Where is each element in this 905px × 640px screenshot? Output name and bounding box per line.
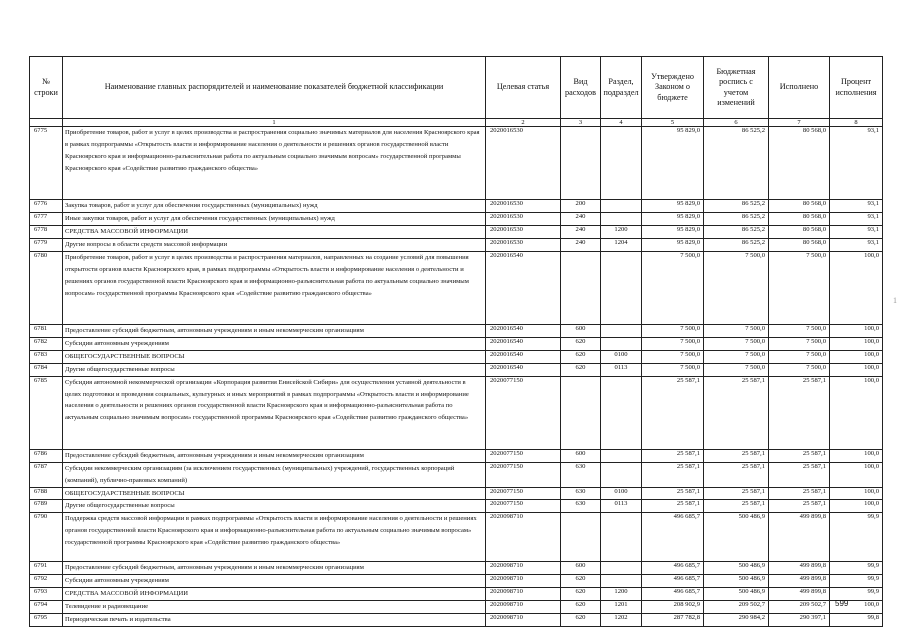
row-executed-cell: 499 899,8 — [769, 562, 830, 575]
row-percent-cell: 93,1 — [830, 226, 883, 239]
row-budget-cell: 500 486,9 — [704, 562, 769, 575]
table-row — [30, 251, 883, 324]
row-budget-cell: 7 500,0 — [704, 350, 769, 363]
header-approved: Утверждено Законом о бюджете — [642, 57, 704, 119]
row-section-cell: 1204 — [601, 238, 642, 251]
row-number-cell: 6775 — [30, 127, 63, 200]
table-header — [30, 57, 883, 127]
row-budget-cell: 7 500,0 — [704, 337, 769, 350]
row-name-cell: Иные закупки товаров, работ и услуг для обеспечения государственных (муниципальных) нужд — [63, 213, 486, 226]
row-name-cell: Субсидии автономным учреждениям — [63, 337, 486, 350]
row-section-cell — [601, 562, 642, 575]
table-row — [30, 127, 883, 200]
row-percent-cell: 99,9 — [830, 562, 883, 575]
row-kind-cell — [561, 127, 601, 200]
table-row — [30, 575, 883, 588]
row-executed-cell: 7 500,0 — [769, 337, 830, 350]
row-section-cell — [601, 325, 642, 338]
row-target-cell: 2020016540 — [486, 350, 561, 363]
row-target-cell: 2020016540 — [486, 363, 561, 376]
row-percent-cell: 93,1 — [830, 127, 883, 200]
row-kind-cell — [561, 376, 601, 449]
row-name-cell: СРЕДСТВА МАССОВОЙ ИНФОРМАЦИИ — [63, 226, 486, 239]
row-target-cell: 2020016540 — [486, 325, 561, 338]
row-approved-cell: 25 587,1 — [642, 487, 704, 500]
row-number-cell: 6795 — [30, 613, 63, 626]
row-budget-cell: 86 525,2 — [704, 238, 769, 251]
col-number: 2 — [486, 119, 561, 127]
row-number-cell: 6794 — [30, 600, 63, 613]
row-budget-cell: 500 486,9 — [704, 575, 769, 588]
row-executed-cell: 25 587,1 — [769, 462, 830, 487]
row-executed-cell: 499 899,8 — [769, 513, 830, 562]
row-percent-cell: 93,1 — [830, 213, 883, 226]
row-number-cell: 6792 — [30, 575, 63, 588]
row-budget-cell: 209 502,7 — [704, 600, 769, 613]
row-section-cell: 1200 — [601, 226, 642, 239]
row-executed-cell: 80 568,0 — [769, 226, 830, 239]
col-number: 1 — [63, 119, 486, 127]
row-name-cell: Приобретение товаров, работ и услуг в целях производства и распространения социально значимых материалов для населения Красноярского края в рамках подпрограммы «Открытость власти и информирование населения о деятельности и решениях органов государственной власти Красноярского края и информационно-разъяснительная работа по актуальным социально значимым вопросам» государственной программы Красноярского края «Содействие развитию гражданского общества» — [63, 127, 486, 200]
row-name-cell: Предоставление субсидий бюджетным, автономным учреждениям и иным некоммерческим организациям — [63, 562, 486, 575]
page-number: 599 — [835, 599, 849, 608]
row-approved-cell: 496 685,7 — [642, 575, 704, 588]
row-executed-cell: 80 568,0 — [769, 200, 830, 213]
row-approved-cell: 25 587,1 — [642, 500, 704, 513]
row-name-cell: Поддержка средств массовой информации в рамках подпрограммы «Открытость власти и информирование населения о деятельности и решениях органов государственной власти Красноярского края и информационно-разъяснительная работа по актуальным социально значимым вопросам» государственной программы Красноярского края «Содействие развитию гражданского общества» — [63, 513, 486, 562]
row-approved-cell: 25 587,1 — [642, 376, 704, 449]
row-number-cell: 6783 — [30, 350, 63, 363]
budget-table — [29, 56, 883, 627]
row-executed-cell: 290 397,1 — [769, 613, 830, 626]
row-budget-cell: 86 525,2 — [704, 127, 769, 200]
table-row — [30, 462, 883, 487]
row-approved-cell: 496 685,7 — [642, 587, 704, 600]
row-percent-cell: 100,0 — [830, 251, 883, 324]
row-percent-cell: 93,1 — [830, 200, 883, 213]
row-executed-cell: 499 899,8 — [769, 575, 830, 588]
row-budget-cell: 500 486,9 — [704, 513, 769, 562]
row-executed-cell: 80 568,0 — [769, 213, 830, 226]
row-budget-cell: 25 587,1 — [704, 376, 769, 449]
table-row — [30, 213, 883, 226]
row-percent-cell: 100,0 — [830, 462, 883, 487]
row-number-cell: 6785 — [30, 376, 63, 449]
row-budget-cell: 25 587,1 — [704, 500, 769, 513]
row-kind-cell: 620 — [561, 350, 601, 363]
row-number-cell: 6776 — [30, 200, 63, 213]
row-approved-cell: 496 685,7 — [642, 562, 704, 575]
row-percent-cell: 100,0 — [830, 487, 883, 500]
row-target-cell: 2020016530 — [486, 238, 561, 251]
header-target: Целевая статья — [486, 57, 561, 119]
table-row — [30, 613, 883, 626]
row-approved-cell: 25 587,1 — [642, 449, 704, 462]
row-budget-cell: 86 525,2 — [704, 226, 769, 239]
row-percent-cell: 93,1 — [830, 238, 883, 251]
column-numbers-row — [30, 119, 883, 127]
row-number-cell: 6793 — [30, 587, 63, 600]
row-target-cell: 2020098710 — [486, 587, 561, 600]
row-budget-cell: 25 587,1 — [704, 462, 769, 487]
row-approved-cell: 95 829,0 — [642, 238, 704, 251]
row-executed-cell: 25 587,1 — [769, 487, 830, 500]
header-row-no: № строки — [30, 57, 63, 119]
row-approved-cell: 95 829,0 — [642, 127, 704, 200]
row-kind-cell: 620 — [561, 613, 601, 626]
row-section-cell: 0100 — [601, 487, 642, 500]
row-kind-cell: 620 — [561, 587, 601, 600]
col-number: 7 — [769, 119, 830, 127]
table-row — [30, 350, 883, 363]
row-approved-cell: 7 500,0 — [642, 350, 704, 363]
row-target-cell: 2020077150 — [486, 376, 561, 449]
col-number: 6 — [704, 119, 769, 127]
row-section-cell — [601, 575, 642, 588]
col-number: 8 — [830, 119, 883, 127]
table-row — [30, 337, 883, 350]
row-name-cell: Другие общегосударственные вопросы — [63, 500, 486, 513]
row-percent-cell: 99,9 — [830, 587, 883, 600]
table-row — [30, 238, 883, 251]
table-row — [30, 363, 883, 376]
row-budget-cell: 86 525,2 — [704, 213, 769, 226]
table-row — [30, 325, 883, 338]
row-kind-cell: 240 — [561, 226, 601, 239]
row-approved-cell: 95 829,0 — [642, 200, 704, 213]
row-kind-cell: 620 — [561, 600, 601, 613]
row-kind-cell: 630 — [561, 500, 601, 513]
margin-mark: 1 — [893, 296, 897, 305]
row-executed-cell: 7 500,0 — [769, 251, 830, 324]
row-name-cell: Субсидии автономным учреждениям — [63, 575, 486, 588]
row-target-cell: 2020077150 — [486, 487, 561, 500]
row-percent-cell: 100,0 — [830, 325, 883, 338]
row-number-cell: 6782 — [30, 337, 63, 350]
row-target-cell: 2020098710 — [486, 562, 561, 575]
table-row — [30, 600, 883, 613]
row-approved-cell: 25 587,1 — [642, 462, 704, 487]
row-target-cell: 2020016540 — [486, 251, 561, 324]
row-name-cell: Предоставление субсидий бюджетным, автономным учреждениям и иным некоммерческим организациям — [63, 449, 486, 462]
row-name-cell: Периодическая печать и издательства — [63, 613, 486, 626]
row-target-cell: 2020077150 — [486, 449, 561, 462]
row-approved-cell: 7 500,0 — [642, 337, 704, 350]
budget-table-container — [29, 56, 882, 627]
row-kind-cell: 240 — [561, 213, 601, 226]
row-approved-cell: 95 829,0 — [642, 226, 704, 239]
row-name-cell: Субсидия автономной некоммерческой организации «Корпорация развития Енисейской Сибири» для осуществления уставной деятельности в целях подготовки и проведения социальных, культурных и иных мероприятий в рамках подпрограммы «Открытость власти и информирование населения о деятельности и решениях органов государственной власти Красноярского края и информационно-разъяснительная работа по актуальным социально значимым вопросам» государственной программы Красноярского края «Содействие развитию гражданского общества» — [63, 376, 486, 449]
row-target-cell: 2020098710 — [486, 513, 561, 562]
header-executed: Исполнено — [769, 57, 830, 119]
row-target-cell: 2020016530 — [486, 226, 561, 239]
row-section-cell: 1201 — [601, 600, 642, 613]
row-executed-cell: 25 587,1 — [769, 449, 830, 462]
row-percent-cell: 100,0 — [830, 350, 883, 363]
row-name-cell: Телевидение и радиовещание — [63, 600, 486, 613]
row-percent-cell: 100,0 — [830, 600, 883, 613]
row-budget-cell: 25 587,1 — [704, 487, 769, 500]
row-target-cell: 2020016530 — [486, 213, 561, 226]
row-executed-cell: 25 587,1 — [769, 376, 830, 449]
row-name-cell: СРЕДСТВА МАССОВОЙ ИНФОРМАЦИИ — [63, 587, 486, 600]
row-number-cell: 6777 — [30, 213, 63, 226]
row-name-cell: ОБЩЕГОСУДАРСТВЕННЫЕ ВОПРОСЫ — [63, 350, 486, 363]
row-kind-cell: 630 — [561, 487, 601, 500]
row-number-cell: 6779 — [30, 238, 63, 251]
row-percent-cell: 99,9 — [830, 513, 883, 562]
row-name-cell: Предоставление субсидий бюджетным, автономным учреждениям и иным некоммерческим организациям — [63, 325, 486, 338]
row-number-cell: 6778 — [30, 226, 63, 239]
row-section-cell — [601, 513, 642, 562]
row-name-cell: Субсидии некоммерческим организациям (за исключением государственных (муниципальных) учреждений, государственных корпораций (компаний), публично-правовых компаний) — [63, 462, 486, 487]
row-kind-cell: 630 — [561, 462, 601, 487]
header-kind: Вид расходов — [561, 57, 601, 119]
table-row — [30, 562, 883, 575]
row-kind-cell — [561, 251, 601, 324]
header-name: Наименование главных распорядителей и наименование показателей бюджетной классификации — [63, 57, 486, 119]
row-number-cell: 6788 — [30, 487, 63, 500]
row-section-cell: 1200 — [601, 587, 642, 600]
row-section-cell — [601, 337, 642, 350]
row-section-cell — [601, 251, 642, 324]
row-budget-cell: 86 525,2 — [704, 200, 769, 213]
row-budget-cell: 7 500,0 — [704, 325, 769, 338]
row-section-cell — [601, 462, 642, 487]
row-percent-cell: 99,8 — [830, 613, 883, 626]
row-executed-cell: 7 500,0 — [769, 350, 830, 363]
row-approved-cell: 7 500,0 — [642, 325, 704, 338]
row-number-cell: 6786 — [30, 449, 63, 462]
row-target-cell: 2020016530 — [486, 200, 561, 213]
row-name-cell: Другие вопросы в области средств массовой информации — [63, 238, 486, 251]
row-section-cell — [601, 127, 642, 200]
row-executed-cell: 7 500,0 — [769, 325, 830, 338]
row-number-cell: 6790 — [30, 513, 63, 562]
row-approved-cell: 95 829,0 — [642, 213, 704, 226]
row-section-cell — [601, 376, 642, 449]
col-number: 4 — [601, 119, 642, 127]
row-percent-cell: 100,0 — [830, 376, 883, 449]
row-budget-cell: 25 587,1 — [704, 449, 769, 462]
row-number-cell: 6791 — [30, 562, 63, 575]
row-kind-cell — [561, 513, 601, 562]
row-target-cell: 2020098710 — [486, 600, 561, 613]
table-row — [30, 513, 883, 562]
row-approved-cell: 496 685,7 — [642, 513, 704, 562]
row-kind-cell: 600 — [561, 325, 601, 338]
row-number-cell: 6780 — [30, 251, 63, 324]
row-kind-cell: 600 — [561, 449, 601, 462]
row-executed-cell: 499 899,8 — [769, 587, 830, 600]
row-target-cell: 2020016540 — [486, 337, 561, 350]
row-percent-cell: 100,0 — [830, 449, 883, 462]
row-approved-cell: 208 902,9 — [642, 600, 704, 613]
col-number: 3 — [561, 119, 601, 127]
table-row — [30, 487, 883, 500]
row-section-cell: 0113 — [601, 500, 642, 513]
header-percent: Процент исполнения — [830, 57, 883, 119]
row-approved-cell: 7 500,0 — [642, 363, 704, 376]
row-number-cell: 6789 — [30, 500, 63, 513]
row-percent-cell: 100,0 — [830, 500, 883, 513]
table-row — [30, 500, 883, 513]
row-kind-cell: 240 — [561, 238, 601, 251]
row-section-cell: 1202 — [601, 613, 642, 626]
table-body — [30, 127, 883, 627]
row-kind-cell: 600 — [561, 562, 601, 575]
row-name-cell: Закупка товаров, работ и услуг для обеспечения государственных (муниципальных) нужд — [63, 200, 486, 213]
row-target-cell: 2020077150 — [486, 462, 561, 487]
table-row — [30, 587, 883, 600]
row-budget-cell: 7 500,0 — [704, 363, 769, 376]
row-number-cell: 6784 — [30, 363, 63, 376]
row-target-cell: 2020016530 — [486, 127, 561, 200]
row-kind-cell: 620 — [561, 363, 601, 376]
row-name-cell: Другие общегосударственные вопросы — [63, 363, 486, 376]
col-number: 5 — [642, 119, 704, 127]
row-executed-cell: 25 587,1 — [769, 500, 830, 513]
row-section-cell: 0100 — [601, 350, 642, 363]
row-kind-cell: 620 — [561, 337, 601, 350]
row-target-cell: 2020098710 — [486, 575, 561, 588]
row-section-cell — [601, 213, 642, 226]
row-budget-cell: 290 984,2 — [704, 613, 769, 626]
col-number — [30, 119, 63, 127]
row-kind-cell: 200 — [561, 200, 601, 213]
row-percent-cell: 100,0 — [830, 363, 883, 376]
row-executed-cell: 7 500,0 — [769, 363, 830, 376]
table-row — [30, 226, 883, 239]
row-target-cell: 2020077150 — [486, 500, 561, 513]
row-executed-cell: 80 568,0 — [769, 238, 830, 251]
row-executed-cell: 80 568,0 — [769, 127, 830, 200]
row-number-cell: 6787 — [30, 462, 63, 487]
row-section-cell — [601, 200, 642, 213]
row-kind-cell: 620 — [561, 575, 601, 588]
row-target-cell: 2020098710 — [486, 613, 561, 626]
row-percent-cell: 100,0 — [830, 337, 883, 350]
row-approved-cell: 7 500,0 — [642, 251, 704, 324]
row-number-cell: 6781 — [30, 325, 63, 338]
header-section: Раздел, подраздел — [601, 57, 642, 119]
row-name-cell: Приобретение товаров, работ и услуг в целях производства и распространения материалов, направленных на создание условий для повышения открытости органов власти Красноярского края, в рамках подпрограммы «Открытость власти и информирование населения о деятельности и решениях органов государственной власти Красноярского края и информационно-разъяснительная работа по актуальным социально значимым вопросам» государственной программы Красноярского края «Содействие развитию гражданского общества» — [63, 251, 486, 324]
row-budget-cell: 7 500,0 — [704, 251, 769, 324]
row-executed-cell: 209 502,7 — [769, 600, 830, 613]
table-row — [30, 376, 883, 449]
row-budget-cell: 500 486,9 — [704, 587, 769, 600]
table-row — [30, 449, 883, 462]
row-name-cell: ОБЩЕГОСУДАРСТВЕННЫЕ ВОПРОСЫ — [63, 487, 486, 500]
row-percent-cell: 99,9 — [830, 575, 883, 588]
row-approved-cell: 287 782,8 — [642, 613, 704, 626]
row-section-cell — [601, 449, 642, 462]
row-section-cell: 0113 — [601, 363, 642, 376]
table-row — [30, 200, 883, 213]
header-budget-list: Бюджетная роспись с учетом изменений — [704, 57, 769, 119]
